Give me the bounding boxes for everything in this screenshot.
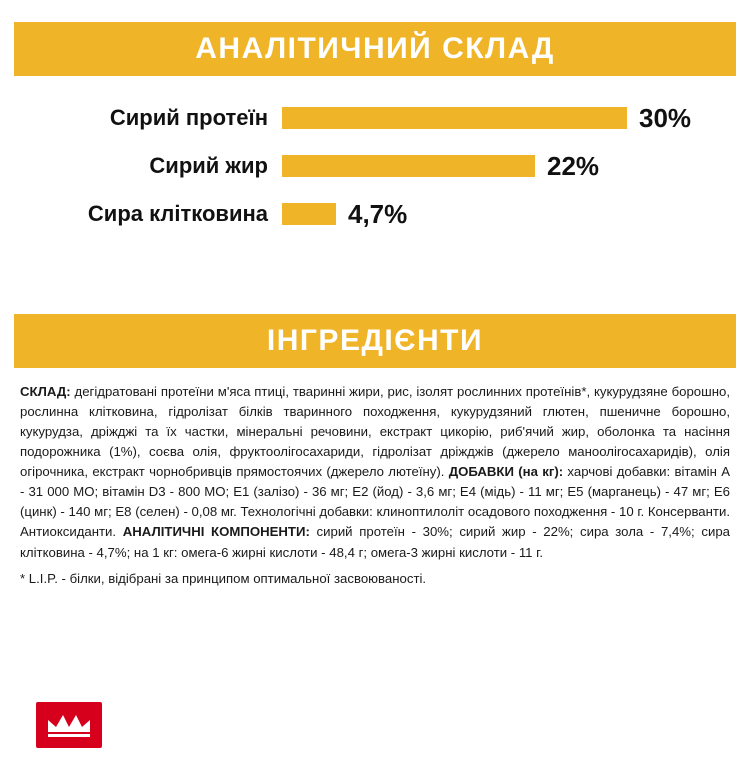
nutrition-page — [0, 22, 750, 772]
analysis-row — [20, 146, 726, 186]
ingredients-footnote: * L.I.P. - білки, відібрані за принципом оптимальної засвоюваності. — [20, 570, 427, 586]
analysis-row-value: 4,7% — [348, 198, 408, 229]
analysis-row-bar — [282, 155, 535, 177]
royal-canin-crown-logo — [36, 702, 102, 748]
analysis-row-value: 22% — [547, 150, 600, 181]
analysis-row — [20, 194, 726, 234]
analysis-row-label: Сирий жир — [149, 153, 268, 178]
ingredients-label-composition: СКЛАД: — [20, 384, 71, 399]
analysis-row — [20, 98, 726, 138]
analysis-section-banner: АНАЛІТИЧНИЙ СКЛАД — [14, 22, 736, 76]
ingredients-body-composition: дегідратовані протеїни м'яса птиці, тваринні жири, рис, ізолят рослинних протеїнів*, кукурудзяне борошно, рослинна клітковина, гідролізат білків тваринного походження, кукурудзяний глютен, пшеничне борошно, кукурудза, дріжджі та їх частки, мінеральні речовини, екстракт цикорію, риб'ячий жир, оболонка та насіння подорожника (1%), соєва олія, фруктоолігосахариди, гідролізат дріжджів (джерело манооліrосахаридів), олія огірочника, екстракт чорнобривців прямостоячих (джерело лютеїну). — [20, 384, 730, 480]
ingredients-body-analytical: сирий протеїн - 30%; сирий жир - 22%; сира зола - 7,4%; сира клітковина - 4,7%; на 1 кг: омега-6 жирні кислоти - 48,4 г; омега-3 жирні кислоти - 11 г. — [20, 524, 730, 560]
analysis-row-bar-wrap — [282, 151, 726, 182]
analysis-row-bar-wrap — [282, 199, 726, 230]
ingredients-label-additives: ДОБАВКИ (на кг): — [448, 464, 564, 480]
analysis-row-label: Сира клітковина — [87, 201, 268, 226]
analysis-row-bar-wrap — [282, 103, 726, 134]
ingredients-body-additives: харчові добавки: вітамін А - 31 000 МО; вітамін D3 - 800 МО; Е1 (залізо) - 36 мг; Е2 (йод) - 3,6 мг; Е4 (мідь) - 11 мг; Е5 (марганець) - 47 мг; Е6 (цинк) - 140 мг; Е8 (селен) - 0,08 мг. Технологічні добавки: клиноптилоліт осадового походження - 10 г. Консерванти. Антиоксиданти. — [20, 464, 730, 540]
analysis-row-label: Сирий протеїн — [109, 105, 268, 130]
analysis-row-bar — [282, 107, 627, 129]
ingredients-section-banner: ІНГРЕДІЄНТИ — [14, 314, 736, 368]
analysis-rows — [14, 98, 736, 234]
ingredients-text — [14, 382, 736, 563]
analysis-row-bar — [282, 203, 336, 225]
ingredients-label-analytical: АНАЛІТИЧНІ КОМПОНЕНТИ: — [122, 524, 310, 540]
analysis-row-value: 30% — [639, 102, 692, 133]
